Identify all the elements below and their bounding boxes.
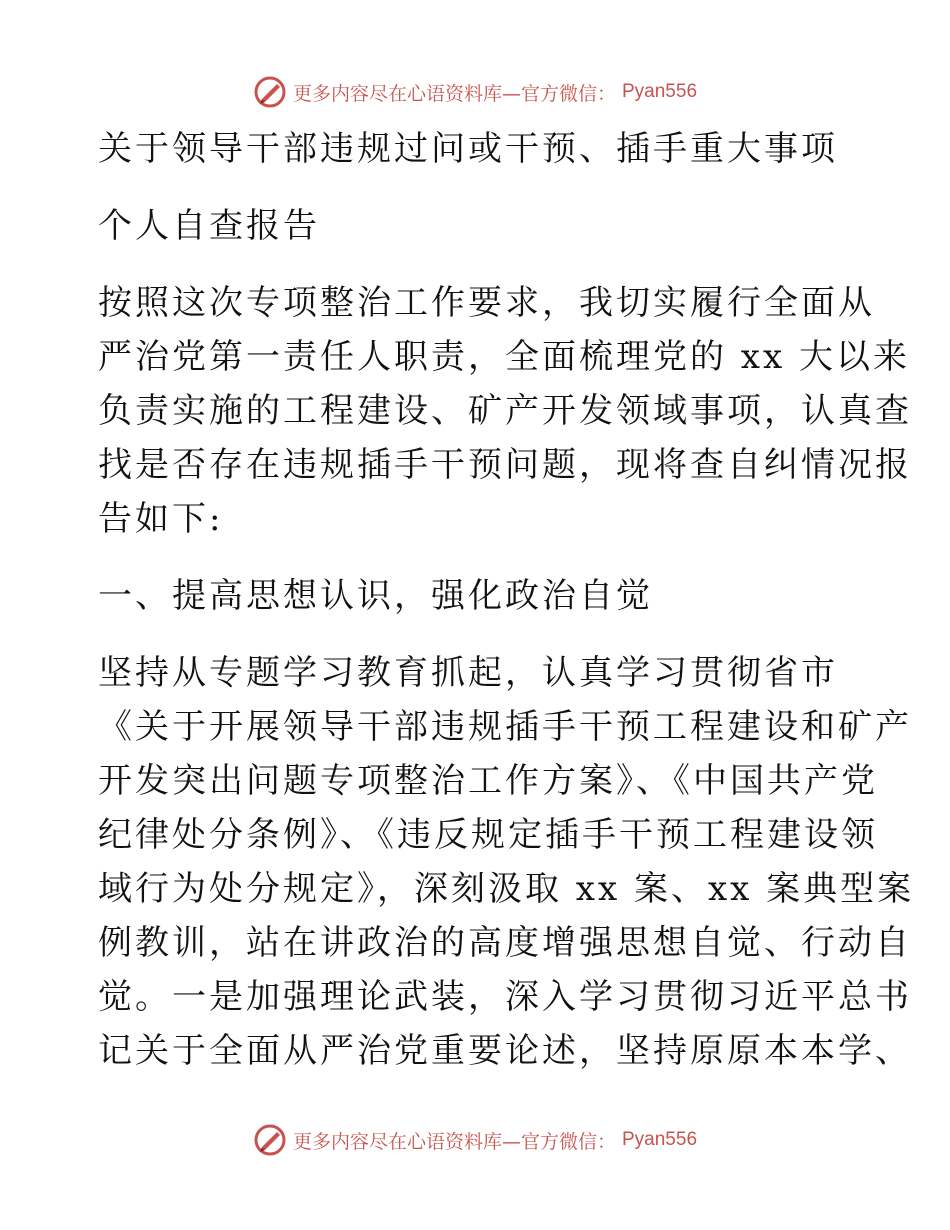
watermark-wechat-id: Pyan556 xyxy=(622,1129,698,1150)
section-heading-1: 一、提高思想认识，强化政治自觉 xyxy=(98,576,653,616)
paragraph-line: 严治党第一责任人职责，全面梳理党的 xx 大以来 xyxy=(98,337,910,377)
document-body xyxy=(98,122,915,1078)
footer-watermark xyxy=(0,1120,950,1160)
document-title-line-1: 关于领导干部违规过问或干预、插手重大事项 xyxy=(98,129,838,169)
watermark-text: 更多内容尽在心语资料库—官方微信： xyxy=(292,1130,616,1153)
paragraph-line: 《关于开展领导干部违规插手干预工程建设和矿产 xyxy=(98,707,912,747)
paragraph-line: 开发突出问题专项整治工作方案》、《中国共产党 xyxy=(98,761,878,801)
pen-logo-icon xyxy=(253,75,287,109)
paragraph-line: 域行为处分规定》，深刻汲取 xx 案、xx 案典型案 xyxy=(98,869,915,909)
document-title-line-2: 个人自查报告 xyxy=(98,206,320,246)
paragraph-section-1 xyxy=(98,646,915,1078)
paragraph-line: 告如下: xyxy=(98,499,224,539)
paragraph-line: 负责实施的工程建设、矿产开发领域事项，认真查 xyxy=(98,391,912,431)
paragraph-line: 觉。一是加强理论武装，深入学习贯彻习近平总书 xyxy=(98,977,912,1017)
watermark-text: 更多内容尽在心语资料库—官方微信： xyxy=(292,82,616,105)
paragraph-line: 找是否存在违规插手干预问题，现将查自纠情况报 xyxy=(98,445,912,485)
paragraph-line: 坚持从专题学习教育抓起，认真学习贯彻省市 xyxy=(98,653,838,693)
watermark-wechat-id: Pyan556 xyxy=(622,81,698,102)
header-watermark xyxy=(0,72,950,112)
paragraph-line: 记关于全面从严治党重要论述，坚持原原本本学、 xyxy=(98,1031,912,1071)
pen-logo-icon xyxy=(253,1123,287,1157)
paragraph-line: 例教训，站在讲政治的高度增强思想自觉、行动自 xyxy=(98,923,912,963)
paragraph-intro xyxy=(98,276,912,546)
paragraph-line: 按照这次专项整治工作要求，我切实履行全面从 xyxy=(98,283,875,323)
paragraph-line: 纪律处分条例》、《违反规定插手干预工程建设领 xyxy=(98,815,878,855)
